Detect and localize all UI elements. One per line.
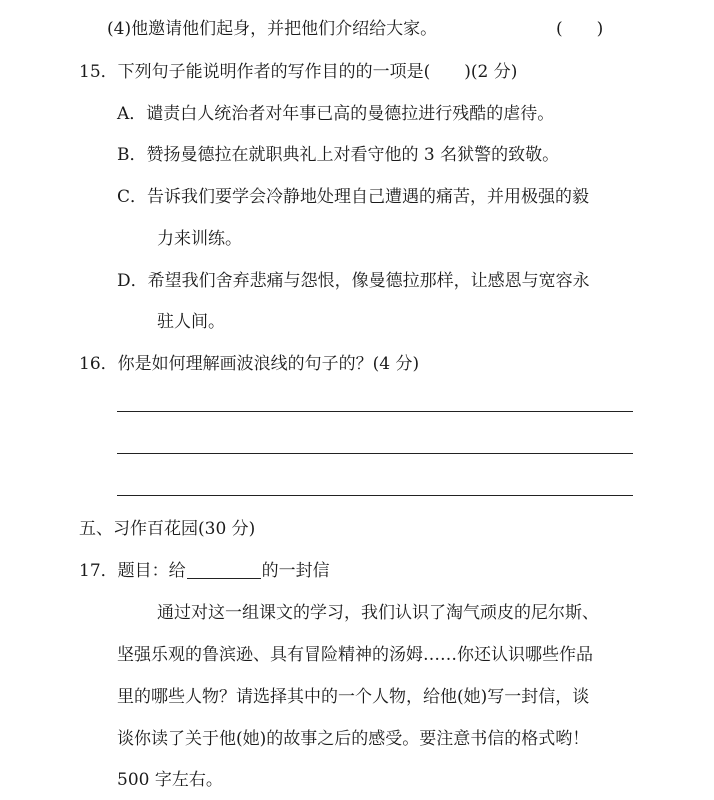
q15-option-d-line1: D．希望我们舍弃悲痛与怨恨，像曼德拉那样，让感恩与宽容永 xyxy=(117,271,590,291)
q17-para-line4: 谈你读了关于他(她)的故事之后的感受。要注意书信的格式哟！ xyxy=(117,729,590,749)
q17-recipient-blank[interactable] xyxy=(187,560,261,579)
q14-item4: (4)他邀请他们起身，并把他们介绍给大家。 xyxy=(107,19,438,39)
q17-para-line3: 里的哪些人物？请选择其中的一个人物，给他(她)写一封信，谈 xyxy=(117,687,590,707)
q14-answer-blank[interactable]: ( ) xyxy=(556,19,604,39)
q16-answer-line-1[interactable] xyxy=(117,411,633,412)
q15-option-d-line2: 驻人间。 xyxy=(157,312,225,332)
q17-label-prefix: 17．题目：给 xyxy=(79,561,186,581)
q17-label-suffix: 的一封信 xyxy=(261,561,330,581)
q17-title xyxy=(79,559,330,583)
q17-para-line5: 500 字左右。 xyxy=(117,770,223,790)
q15-option-b: B．赞扬曼德拉在就职典礼上对看守他的 3 名狱警的致敬。 xyxy=(117,145,560,165)
section5-title: 五、习作百花园(30 分) xyxy=(79,519,256,539)
q15-option-c-line2: 力来训练。 xyxy=(157,229,242,249)
q15-option-c-line1: C．告诉我们要学会冷静地处理自己遭遇的痛苦，并用极强的毅 xyxy=(117,187,590,207)
q15-stem: 15．下列句子能说明作者的写作目的的一项是( )(2 分) xyxy=(79,62,518,82)
q16-answer-line-3[interactable] xyxy=(117,495,633,496)
q17-para-line2: 坚强乐观的鲁滨逊、具有冒险精神的汤姆……你还认识哪些作品 xyxy=(117,645,593,665)
q17-para-line1: 通过对这一组课文的学习，我们认识了淘气顽皮的尼尔斯、 xyxy=(157,603,599,623)
q16-stem: 16．你是如何理解画波浪线的句子的？(4 分) xyxy=(79,354,420,374)
q16-answer-line-2[interactable] xyxy=(117,453,633,454)
q15-option-a: A．谴责白人统治者对年事已高的曼德拉进行残酷的虐待。 xyxy=(117,104,555,124)
